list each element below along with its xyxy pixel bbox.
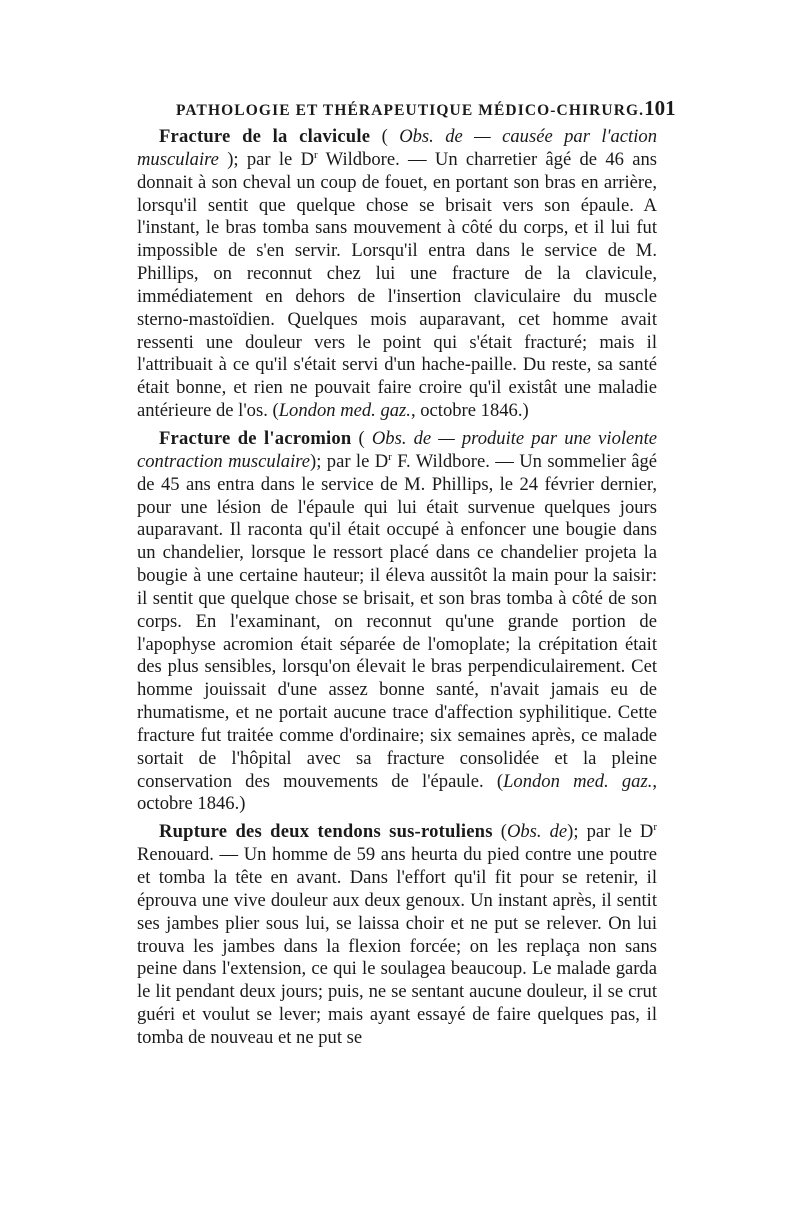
running-title: PATHOLOGIE ET THÉRAPEUTIQUE MÉDICO-CHIRURG. <box>176 102 645 119</box>
article-clavicle <box>137 126 657 423</box>
article-heading: Fracture de l'acromion <box>159 427 352 449</box>
body-text <box>137 126 657 1055</box>
article-date: , octobre 1846.) <box>410 400 529 422</box>
article-author-prefix: ); par le D <box>310 450 389 472</box>
article-heading: Rupture des deux tendons sus-rotuliens <box>159 821 493 843</box>
article-source: London med. gaz. <box>503 770 653 792</box>
article-body: Un sommelier âgé de 45 ans entra dans le service de M. Phillips, le 24 février dernier, pour une lésion de l'épaule qui lui était survenue quelques jours auparavant. Il raconta qu'il était occupé à enfoncer une bougie dans un chandelier, lorsque le ressort placé dans ce chandelier projeta la bougie à une certaine hauteur; il éleva aussitôt la main pour la saisir: il sentit que quelque chose se brisait, et son bras tomba à côté de son corps. En l'examinant, on reconnut qu'une grande portion de l'apophyse acromion était séparée de l'omoplate; la crépitation était des plus sensibles, lorsqu'on élevait le bras perpendiculairement. Cet homme jouissait d'une assez bonne santé, n'avait jamais eu de rhumatisme, et ne portait aucune trace d'affection syphilitique. Cette fracture fut traitée comme d'ordinaire; six semaines après, ce malade sortait de l'hôpital avec sa fracture consolidée et la pleine conservation des mouvements de l'épaule. ( <box>137 450 657 792</box>
article-observation: Obs. de — produite par une violente contraction musculaire <box>137 427 657 472</box>
article-open: ( <box>351 427 372 449</box>
article-author: Wildbore. — <box>317 148 435 170</box>
article-open: ( <box>370 126 400 147</box>
article-author-prefix: ); par le D <box>218 148 315 170</box>
article-author-sup: r <box>388 450 392 463</box>
article-tendon-rupture <box>137 821 657 1049</box>
page-number: 101 <box>644 96 676 120</box>
article-body: Un homme de 59 ans heurta du pied contre une poutre et tomba la tête en avant. Dans l'effort qu'il fit pour se retenir, il éprouva une vive douleur aux deux genoux. Un instant après, il sentit ses jambes plier sous lui, se laissa choir et ne put se relever. On lui trouva les jambes dans la flexion forcée; on les replaça non sans peine dans l'extension, ce qui le soulagea beaucoup. Le malade garda le lit pendant deux jours; puis, ne se sentant aucune douleur, il se crut guéri et voulut se lever; mais ayant essayé de faire quelques pas, il tomba de nouveau et ne put se <box>137 844 658 1048</box>
page-header <box>176 96 676 126</box>
article-date: , octobre 1846.) <box>137 770 657 815</box>
article-observation: Obs. de <box>506 821 568 843</box>
article-heading: Fracture de la clavicule <box>159 126 371 147</box>
article-open: ( <box>492 821 507 843</box>
article-acromion <box>137 428 657 816</box>
article-author: Renouard. — <box>137 844 244 866</box>
article-body: Un charretier âgé de 46 ans donnait à son cheval un coup de fouet, en portant son bras en arrière, lorsqu'il sentit que quelque chose se brisait vers son épaule. A l'instant, le bras tomba sans mouvement à côté du corps, et il lui fut impossible de s'en servir. Lorsqu'il entra dans le service de M. Phillips, on reconnut chez lui une fracture de la clavicule, immédiatement en dehors de l'insertion claviculaire du muscle sterno-mastoïdien. Quelques mois auparavant, cet homme avait ressenti une douleur vers le point qui s'était fracturé; mais il l'attribuait à ce qu'il s'était servi d'un hache-paille. Du reste, sa santé était bonne, et rien ne pouvait faire croire qu'il existât une maladie antérieure de l'os. ( <box>137 148 657 422</box>
article-author-prefix: ); par le D <box>567 821 654 843</box>
article-observation: Obs. de — causée par l'action musculaire <box>137 126 657 170</box>
article-source: London med. gaz. <box>278 400 411 422</box>
article-author-sup: r <box>314 148 318 161</box>
article-author: F. Wildbore. — <box>391 450 520 472</box>
article-author-sup: r <box>653 821 657 834</box>
